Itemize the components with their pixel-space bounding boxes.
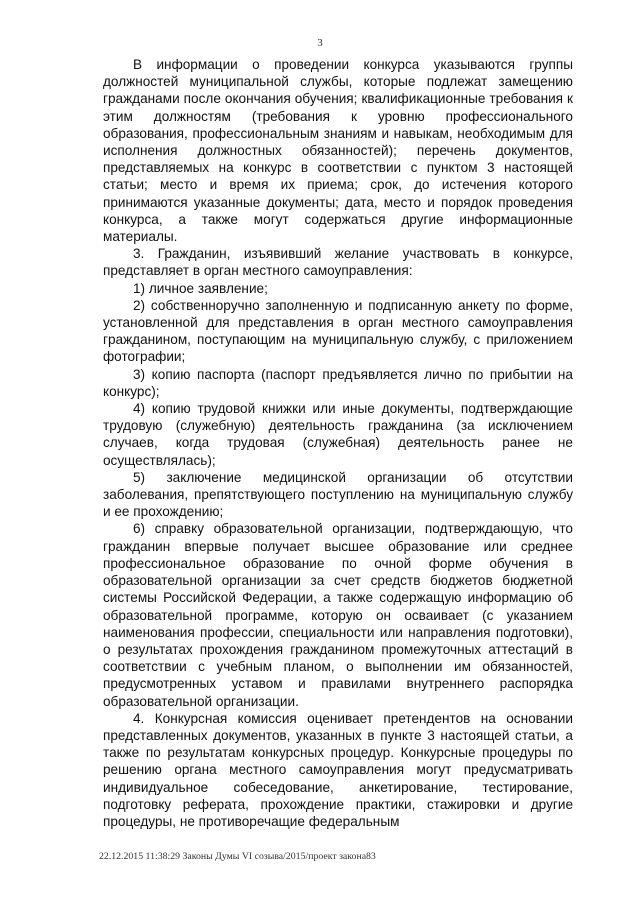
paragraph: В информации о проведении конкурса указываются группы должностей муниципальной службы, которые подлежат замещению гражданами после окончания обучения; квалификационные требования к этим должностям (требования к уровню профессионального образования, профессиональным знаниям и навыкам, необходимым для исполнения должностных обязанностей); перечень документов, представляемых на конкурс в соответствии с пунктом 3 настоящей статьи; место и время их приема; срок, до истечения которого принимаются указанные документы; дата, место и порядок проведения конкурса, а также могут содержаться другие информационные материалы.	[103, 57, 573, 245]
paragraph: 4. Конкурсная комиссия оценивает претендентов на основании представленных документов, указанных в пункте 3 настоящей статьи, а также по результатам конкурсных процедур. Конкурсные процедуры по решению органа местного самоуправления могут предусматривать индивидуальное собеседование, анкетирование, тестирование, подготовку реферата, прохождение практики, стажировки и другие процедуры, не противоречащие федеральным	[103, 710, 573, 829]
page-number: 3	[317, 37, 323, 49]
list-item: 1) личное заявление;	[133, 280, 268, 296]
list-item: 4) копию трудовой книжки или иные документы, подтверждающие трудовую (служебную) деятельность гражданина (за исключением случаев, когда трудовая (служебная) деятельность ранее не осуществлялась);	[103, 401, 573, 468]
paragraph: 3. Гражданин, изъявивший желание участвовать в конкурсе, представляет в орган местного самоуправления:	[103, 246, 573, 279]
list-item: 6) справку образовательной организации, подтверждающую, что гражданин впервые получает высшее образование или среднее профессиональное образование по очной форме обучения в образовательной организации за счет средств бюджетов бюджетной системы Российской Федерации, а также содержащую информацию об образовательной программе, которую он осваивает (с указанием наименования профессии, специальности или направления подготовки), о результатах прохождения гражданином промежуточных аттестаций в соответствии с учебным планом, о выполнении им обязанностей, предусмотренных уставом и правилами внутреннего распорядка образовательной организации.	[103, 521, 573, 709]
list-item: 5) заключение медицинской организации об отсутствии заболевания, препятствующего поступлению на муниципальную службу и ее прохождению;	[103, 469, 573, 520]
list-item: 2) собственноручно заполненную и подписанную анкету по форме, установленной для представления в орган местного самоуправления гражданином, поступающим на муниципальную службу, с приложением фотографии;	[103, 297, 573, 365]
list-item: 3) копию паспорта (паспорт предъявляется лично по прибытии на конкурс);	[103, 366, 573, 399]
document-body	[103, 56, 573, 830]
footer-stamp: 22.12.2015 11:38:29 Законы Думы VI созыва/2015/проект закона83	[99, 851, 376, 862]
